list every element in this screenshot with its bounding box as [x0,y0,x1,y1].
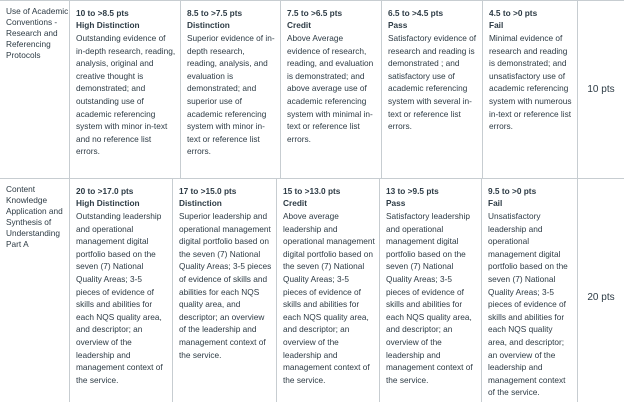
rating-label: Distinction [179,197,222,208]
rating-description: Outstanding evidence of in-depth research, reading, analysis, original and creative thought is demonstrated; and outstanding use of academic referencing system with minor in-text and no reference list errors. [76,33,176,157]
rating-cell[interactable] [70,1,181,179]
rating-label: High Distinction [76,19,140,30]
rating-description: Unsatisfactory leadership and operational management digital portfolio based on the seven (7) National Quality Areas; 3-5 pieces of evidence of skills and abilities for each NQS quality area, and descriptor; an overview of the leadership and management context of the service. [488,211,568,398]
rating-description: Superior evidence of in-depth research, reading, analysis, and evaluation is demonstrated; and superior use of academic referencing system with minor in-text or reference list errors. [187,33,275,157]
rating-label: Credit [283,197,307,208]
criterion-description: Use of Academic Conventions - Research and Referencing Protocols [0,1,70,179]
rating-label: High Distinction [76,197,140,208]
rating-points-range: 6.5 to >4.5 pts [388,8,444,18]
rating-points-range: 20 to >17.0 pts [76,186,134,196]
rating-cell[interactable] [281,1,382,179]
rating-cell[interactable] [70,179,173,402]
rating-description: Above average leadership and operational management digital portfolio based on the seven (7) National Quality Areas; 3-5 pieces of evidence of skills and abilities for each NQS quality area, and descriptor; an overview of the leadership and management context of the service. [283,211,375,385]
rating-cell[interactable] [483,1,578,179]
rubric-row [0,0,624,179]
rating-cell[interactable] [380,179,482,402]
rating-cell[interactable] [382,1,483,179]
rating-cell[interactable] [277,179,380,402]
rating-points-range: 15 to >13.0 pts [283,186,341,196]
rating-points-range: 17 to >15.0 pts [179,186,237,196]
criterion-points-value: 10 pts [587,83,615,95]
rating-label: Pass [388,19,408,30]
rating-cell[interactable] [181,1,281,179]
rating-description: Satisfactory evidence of research and reading is demonstrated ; and satisfactory use of academic referencing system with several in-text or reference list errors. [388,33,477,132]
criterion-description: Content Knowledge Application and Synthesis of Understanding Part A [0,179,70,402]
rating-description: Satisfactory leadership and operational management digital portfolio based on the seven (7) National Quality Areas; 3-5 pieces of evidence of skills and abilities for each NQS quality area, and descriptor; an overview of the leadership and management context of the service. [386,211,473,385]
rating-label: Distinction [187,19,230,30]
rating-points-range: 13 to >9.5 pts [386,186,439,196]
rating-points-range: 9.5 to >0 pts [488,186,537,196]
rating-label: Credit [287,19,311,30]
rating-description: Above Average evidence of research, reading, and evaluation is demonstrated; and above average use of academic referencing system with minimal in-text or reference list errors. [287,33,374,144]
criterion-points-value: 20 pts [587,292,615,303]
rating-cell[interactable] [173,179,277,402]
criterion-points [578,179,624,402]
rating-description: Minimal evidence of research and reading is demonstrated; and unsatisfactory use of academic referencing system with numerous in-text or reference list errors. [489,33,572,132]
rating-points-range: 4.5 to >0 pts [489,8,538,18]
rating-points-range: 10 to >8.5 pts [76,8,129,18]
rating-points-range: 7.5 to >6.5 pts [287,8,343,18]
rubric-row [0,178,624,402]
rating-label: Fail [488,197,503,208]
rating-label: Pass [386,197,406,208]
rating-description: Superior leadership and operational management digital portfolio based on the seven (7) National Quality Areas; 3-5 pieces of evidence of skills and abilities for each NQS quality area, and descriptor; an overview of the leadership and management context of the service. [179,211,272,360]
rating-label: Fail [489,19,504,30]
rating-description: Outstanding leadership and operational management digital portfolio based on the seven (7) National Quality Areas; 3-5 pieces of evidence of skills and abilities for each NQS quality area, and descriptor; an overview of the leadership and management context of the service. [76,211,163,385]
criterion-points [578,1,624,179]
rating-points-range: 8.5 to >7.5 pts [187,8,243,18]
rating-cell[interactable] [482,179,578,402]
